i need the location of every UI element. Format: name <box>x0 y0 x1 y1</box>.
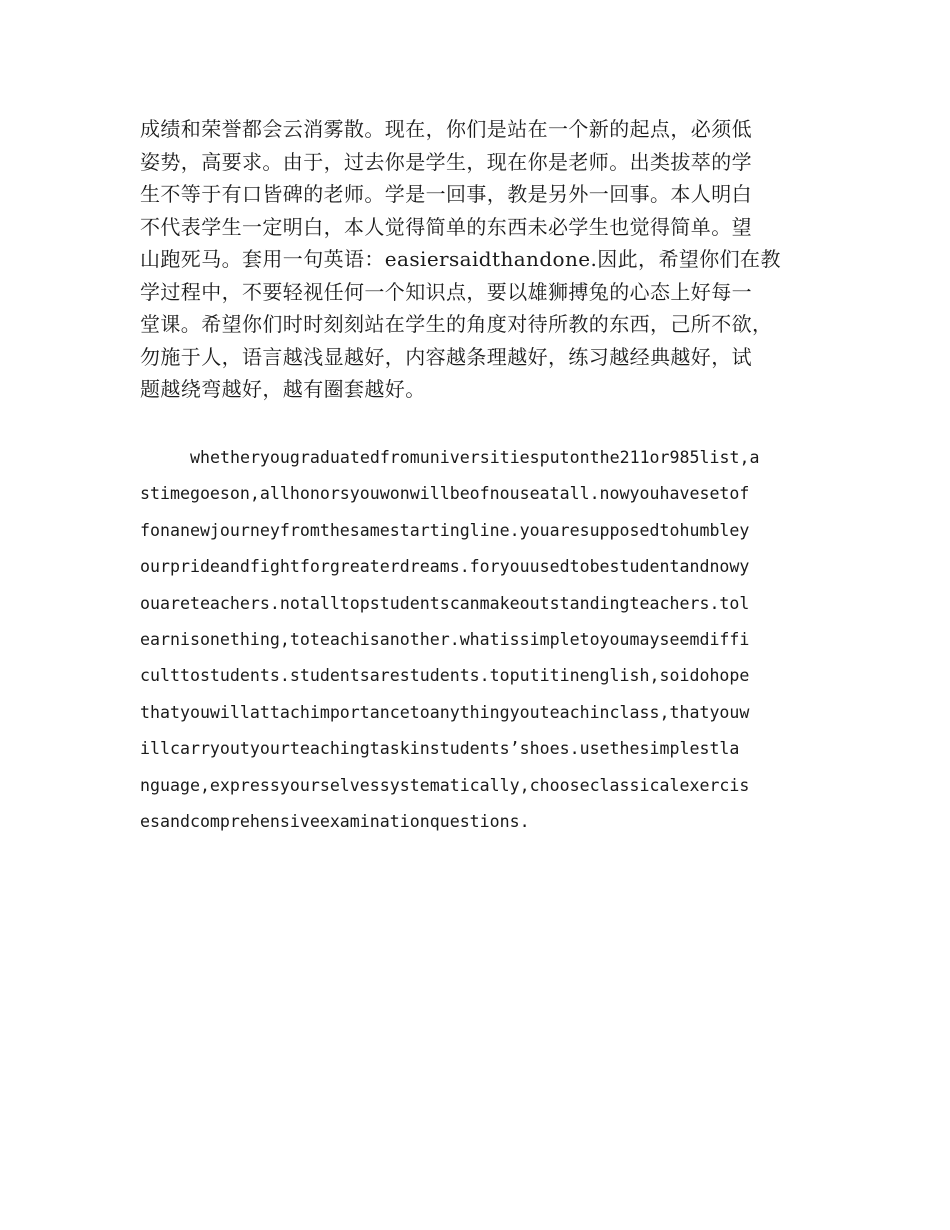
text-line: nguage,expressyourselvessystematically,chooseclassicalexercis <box>140 775 750 795</box>
paragraph-chinese <box>140 113 812 406</box>
text-line: 生不等于有口皆碑的老师。学是一回事，教是另外一回事。本人明白 <box>140 182 752 206</box>
text-line: 不代表学生一定明白，本人觉得简单的东西未必学生也觉得简单。望 <box>140 214 752 239</box>
text-line: 姿势，高要求。由于，过去你是学生，现在你是老师。出类拔萃的学 <box>140 149 752 174</box>
text-line: 题越绕弯越好，越有圈套越好。 <box>140 377 426 401</box>
text-line: 勿施于人，语言越浅显越好，内容越条理越好，练习越经典越好，试 <box>140 344 752 369</box>
text-line: 学过程中，不要轻视任何一个知识点，要以雄狮搏兔的心态上好每一 <box>140 279 752 304</box>
text-line: ourprideandfightforgreaterdreams.foryouusedtobestudentandnowy <box>140 557 750 577</box>
text-line: esandcomprehensiveexaminationquestions. <box>140 812 530 832</box>
text-line: stimegoeson,allhonorsyouwonwillbeofnouseatall.nowyouhavesetof <box>140 484 750 504</box>
text-line: culttostudents.studentsarestudents.toputitinenglish,soidohope <box>140 666 750 686</box>
text-line: illcarryoutyourteachingtaskinstudents’shoes.usethesimplestla <box>140 739 740 759</box>
text-line: ouareteachers.notalltopstudentscanmakeoutstandingteachers.tol <box>140 593 750 613</box>
paragraph-english <box>140 440 812 840</box>
text-line: 山跑死马。套用一句英语：easiersaidthandone.因此，希望你们在教 <box>140 247 781 271</box>
text-line: fonanewjourneyfromthesamestartingline.youaresupposedtohumbley <box>140 520 750 540</box>
text-line: whetheryougraduatedfromuniversitiesputonthe211or985list,a <box>190 448 760 467</box>
text-line: 成绩和荣誉都会云消雾散。现在，你们是站在一个新的起点，必须低 <box>140 117 752 141</box>
text-line: earnisonething,toteachisanother.whatissimpletoyoumayseemdiffi <box>140 630 750 650</box>
text-line: 堂课。希望你们时时刻刻站在学生的角度对待所教的东西，己所不欲， <box>140 312 773 336</box>
text-line: thatyouwillattachimportancetoanythingyouteachinclass,thatyouw <box>140 702 750 722</box>
